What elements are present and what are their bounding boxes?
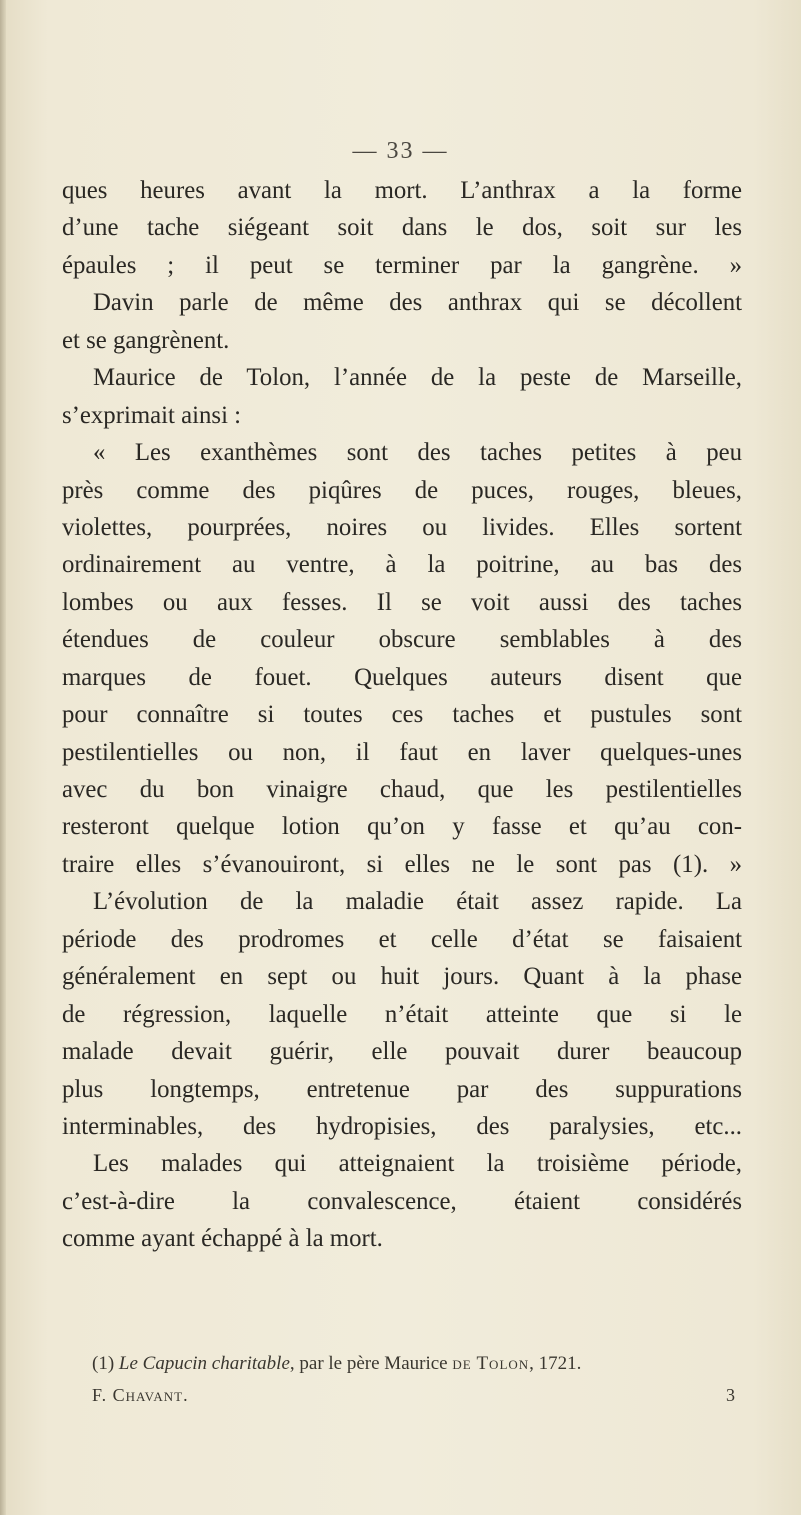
printer-name: F. Chavant. — [92, 1385, 189, 1405]
text-line: pestilentielles ou non, il faut en laver quelques-unes — [62, 738, 742, 766]
text-line: Les malades qui atteignaient la troisième période, — [93, 1150, 742, 1178]
text-line: Maurice de Tolon, l’année de la peste de Marseille, — [93, 364, 742, 392]
text-line: L’évolution de la maladie était assez rapide. La — [93, 888, 742, 916]
signature-mark: 3 — [726, 1385, 735, 1405]
text-line: avec du bon vinaigre chaud, que les pestilentielles — [62, 776, 742, 803]
text-line: marques de fouet. Quelques auteurs disent que — [62, 663, 742, 691]
footnote — [92, 1352, 747, 1375]
footnote-particle: de — [452, 1353, 472, 1374]
text-line: comme ayant échappé à la mort. — [62, 1225, 383, 1253]
footnote-author-name: Tolon — [476, 1353, 530, 1374]
printer-signature — [92, 1383, 747, 1407]
text-line: pour connaître si toutes ces taches et pustules sont — [62, 701, 742, 729]
body-text — [62, 172, 742, 1258]
text-line: de régression, laquelle n’était atteinte que si le — [62, 1000, 742, 1028]
text-line: période des prodromes et celle d’état se faisaient — [62, 925, 742, 953]
text-line: interminables, des hydropisies, des paralysies, etc... — [62, 1112, 742, 1140]
text-line: et se gangrènent. — [62, 326, 230, 354]
text-line: traire elles s’évanouiront, si elles ne le sont pas (1). » — [62, 850, 742, 878]
text-line: épaules ; il peut se terminer par la gangrène. » — [62, 251, 742, 279]
footnote-year: , 1721. — [529, 1353, 582, 1374]
footnote-book-title: Le Capucin charitable — [118, 1353, 290, 1374]
text-line: plus longtemps, entretenue par des suppurations — [62, 1075, 742, 1103]
text-line: généralement en sept ou huit jours. Quant à la phase — [62, 963, 742, 991]
text-line: « Les exanthèmes sont des taches petites à peu — [93, 439, 742, 467]
text-line: près comme des piqûres de puces, rouges, bleues, — [62, 476, 742, 504]
text-line: violettes, pourprées, noires ou livides. Elles sortent — [62, 513, 742, 541]
text-line: c’est-à-dire la convalescence, étaient considérés — [62, 1187, 742, 1215]
footnote-text: , par le père Maurice — [289, 1353, 453, 1374]
footnote-marker: (1) — [92, 1353, 115, 1374]
text-line: ordinairement au ventre, à la poitrine, au bas des — [62, 551, 742, 579]
text-line: ques heures avant la mort. L’anthrax a la forme — [62, 177, 742, 204]
text-line: d’une tache siégeant soit dans le dos, soit sur les — [62, 214, 742, 242]
text-line: lombes ou aux fesses. Il se voit aussi des taches — [62, 588, 742, 616]
page-number: — 33 — — [352, 138, 449, 164]
text-line: étendues de couleur obscure semblables à des — [62, 626, 742, 654]
text-line: s’exprimait ainsi : — [62, 401, 242, 429]
text-line: resteront quelque lotion qu’on y fasse et qu’au con- — [62, 813, 742, 841]
text-line: Davin parle de même des anthrax qui se décollent — [93, 289, 742, 317]
page-gutter-shadow — [0, 0, 6, 1515]
text-line: malade devait guérir, elle pouvait durer beaucoup — [62, 1038, 742, 1066]
